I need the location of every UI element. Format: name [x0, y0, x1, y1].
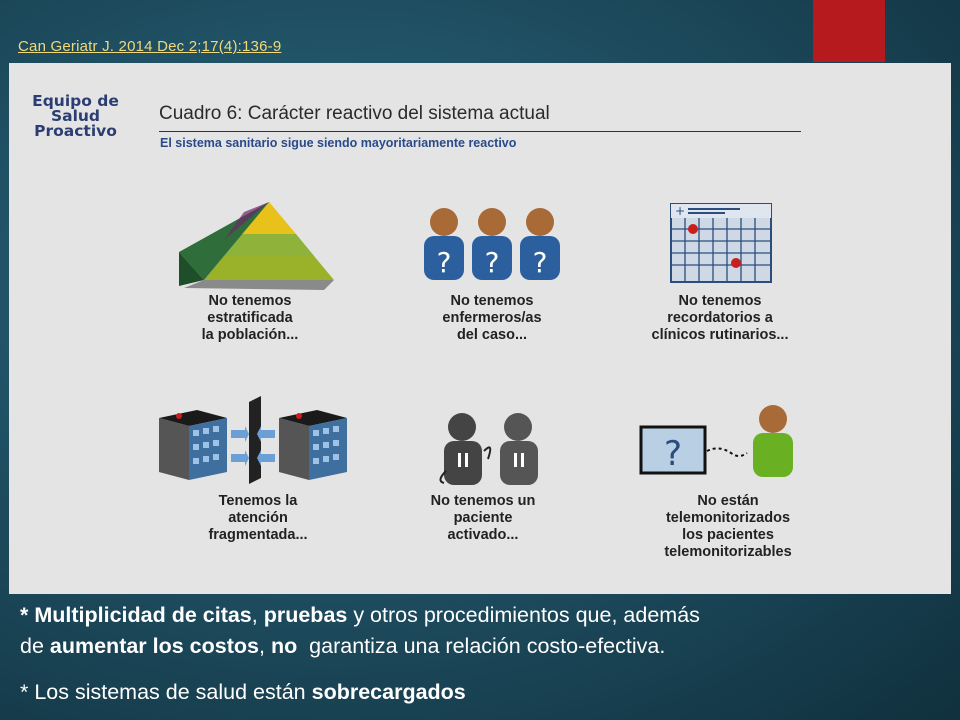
- telemonitor-icon: [639, 403, 799, 487]
- item-caption: No tenemos estratificada la población...: [201, 293, 299, 343]
- item-caption: No tenemos recordatorios a clínicos rutinarios...: [651, 293, 789, 343]
- item-caption: No tenemos enfermeros/as del caso...: [442, 293, 542, 343]
- bullet-1: * Multiplicidad de citas, pruebas y otros procedimientos que, además de aumentar los costos, no garantiza una relación costo-efectiva.: [20, 603, 700, 658]
- panel-subtitle: El sistema sanitario sigue siendo mayoritariamente reactivo: [160, 136, 517, 150]
- logo-line: Equipo de: [32, 92, 119, 110]
- red-accent-tab: [813, 0, 885, 62]
- figure-panel: [9, 63, 951, 594]
- patients-icon: [434, 411, 554, 489]
- logo-line: Proactivo: [34, 122, 117, 140]
- calendar-icon: [670, 203, 772, 283]
- panel-title: Cuadro 6: Carácter reactivo del sistema actual: [159, 103, 801, 132]
- question-mark: ?: [436, 246, 452, 279]
- bullet-2: * Los sistemas de salud están sobrecargados: [20, 680, 466, 704]
- item-caption: Tenemos la atención fragmentada...: [208, 493, 308, 543]
- logo: [28, 94, 123, 139]
- item-caption: No tenemos un paciente activado...: [430, 493, 536, 543]
- three-people-question-icon: [414, 206, 574, 286]
- svg-text:+: +: [675, 204, 686, 218]
- item-caption: No están telemonitorizados los pacientes telemonitorizables: [664, 493, 792, 560]
- question-mark: ?: [663, 434, 683, 474]
- question-mark: ?: [532, 246, 548, 279]
- pyramid-icon: [174, 200, 334, 292]
- question-mark: ?: [484, 246, 500, 279]
- logo-line: Salud: [50, 107, 101, 125]
- citation-link[interactable]: Can Geriatr J. 2014 Dec 2;17(4):136-9: [18, 38, 282, 55]
- buildings-wall-icon: [157, 396, 349, 488]
